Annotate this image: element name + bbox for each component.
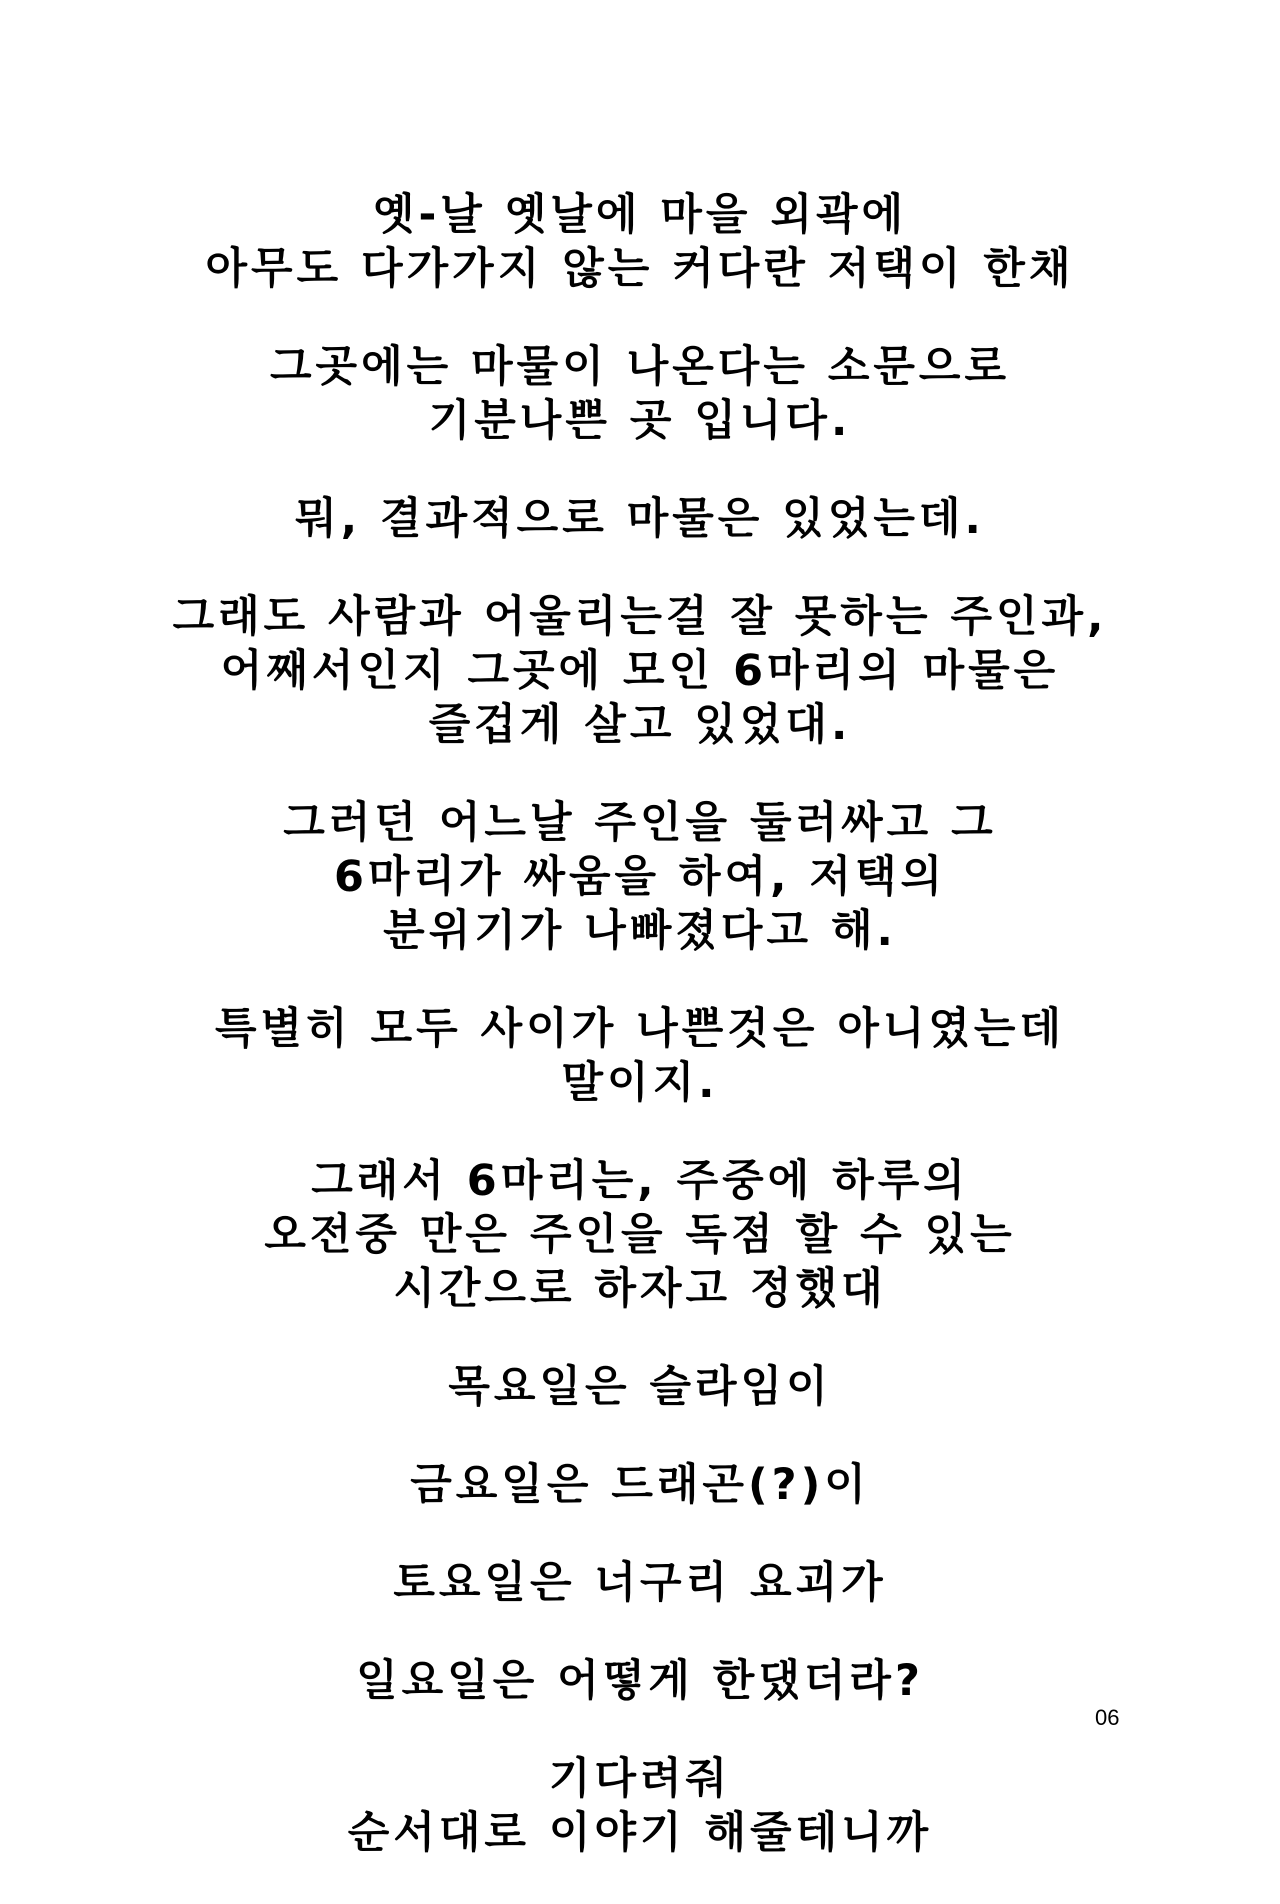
story-line: 그래도 사람과 어울리는걸 잘 못하는 주인과, — [172, 592, 1108, 642]
story-paragraph — [0, 340, 1280, 448]
story-line: 어째서인지 그곳에 모인 6마리의 마물은 — [220, 646, 1060, 696]
story-line: 일요일은 어떻게 한댔더라? — [356, 1656, 924, 1706]
story-paragraph — [0, 590, 1280, 752]
story-line: 말이지. — [561, 1058, 719, 1108]
story-paragraph — [0, 1154, 1280, 1316]
story-paragraph — [0, 1556, 1280, 1610]
story-line: 분위기가 나빠졌다고 해. — [383, 906, 897, 956]
story-line: 즐겁게 살고 있었대. — [428, 700, 852, 750]
story-line: 기분나쁜 곳 입니다. — [428, 396, 852, 446]
story-paragraph — [0, 1654, 1280, 1708]
story-line: 기다려줘 — [548, 1754, 732, 1804]
story-paragraph — [0, 796, 1280, 958]
story-line: 특별히 모두 사이가 나쁜것은 아니였는데 — [214, 1004, 1066, 1054]
story-paragraph — [0, 1002, 1280, 1110]
story-line: 6마리가 싸움을 하여, 저택의 — [333, 852, 947, 902]
story-line: 뭐, 결과적으로 마물은 있었는데. — [295, 494, 985, 544]
story-line: 그러던 어느날 주인을 둘러싸고 그 — [283, 798, 997, 848]
story-line: 그곳에는 마물이 나온다는 소문으로 — [270, 342, 1010, 392]
page-number: 06 — [1095, 1705, 1120, 1730]
story-line: 금요일은 드래곤(?)이 — [410, 1460, 870, 1510]
story-paragraph — [0, 188, 1280, 296]
story-line: 그래서 6마리는, 주중에 하루의 — [311, 1156, 969, 1206]
story-paragraph — [0, 1458, 1280, 1512]
story-paragraph — [0, 492, 1280, 546]
story-paragraph — [0, 1360, 1280, 1414]
story-line: 목요일은 슬라임이 — [448, 1362, 832, 1412]
story-line: 순서대로 이야기 해줄테니까 — [347, 1808, 933, 1858]
story-line: 시간으로 하자고 정했대 — [393, 1264, 887, 1314]
story-text-block — [0, 188, 1280, 1904]
story-line: 오전중 만은 주인을 독점 할 수 있는 — [264, 1210, 1016, 1260]
story-paragraph — [0, 1752, 1280, 1860]
story-line: 토요일은 너구리 요괴가 — [393, 1558, 887, 1608]
story-line: 옛-날 옛날에 마을 외곽에 — [372, 190, 908, 240]
story-line: 아무도 다가가지 않는 커다란 저택이 한채 — [205, 244, 1075, 294]
